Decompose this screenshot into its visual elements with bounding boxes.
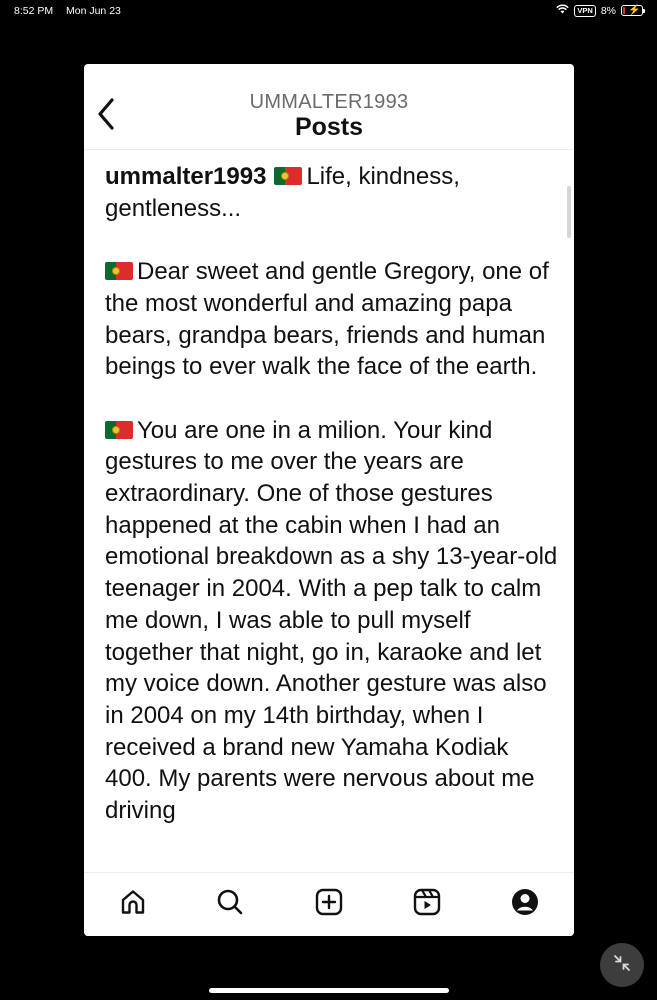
caption-paragraph-1: Dear sweet and gentle Gregory, one of the most wonderful and amazing papa bears, grandpa bears, friends and human beings to ever walk the face of the earth. [105, 258, 549, 381]
minimize-arrows-icon [611, 952, 633, 979]
nav-create[interactable] [312, 887, 346, 921]
search-icon [215, 887, 245, 922]
nav-search[interactable] [213, 887, 247, 921]
status-indicators [556, 4, 643, 17]
plus-square-icon [314, 887, 344, 922]
post-caption [105, 161, 560, 871]
nav-reels[interactable] [410, 887, 444, 921]
caption-paragraph-2: You are one in a milion. Your kind gestures to me over the years are extraordinary. One of those gestures happened at the cabin when I had an emotional breakdown as a shy 13-year-old teenager in 2004. With a pep talk to calm me down, I was able to pull myself together that night, go in, karaoke and let my voice down. Another gesture was also in 2004 on my 14th birthday, when I received a brand new Yamaha Kodiak 400. My parents were nervous about me driving [105, 416, 558, 825]
portugal-flag-icon [105, 421, 133, 439]
charging-bolt-icon: ⚡ [628, 5, 641, 16]
nav-profile[interactable] [508, 887, 542, 921]
header-username[interactable]: UMMALTER1993 [249, 91, 409, 113]
page-title: Posts [294, 113, 364, 141]
home-indicator[interactable] [209, 988, 449, 993]
vpn-badge: VPN [574, 5, 595, 17]
battery-icon [621, 5, 643, 16]
bottom-navigation [84, 872, 574, 936]
nav-home[interactable] [116, 887, 150, 921]
battery-level [623, 7, 625, 14]
post-modal [84, 64, 574, 936]
status-time: 8:52 PM [14, 5, 54, 17]
reels-icon [412, 887, 442, 922]
battery-percent: 8% [600, 4, 616, 17]
status-date: Mon Jun 23 [66, 5, 121, 17]
posts-header [84, 64, 574, 150]
wifi-icon [556, 4, 569, 17]
minimize-button[interactable] [600, 943, 644, 987]
status-bar [0, 0, 657, 24]
scrollbar[interactable] [567, 186, 571, 238]
post-author[interactable]: ummalter1993 [105, 163, 267, 190]
profile-icon [510, 887, 540, 922]
portugal-flag-icon [274, 167, 302, 185]
home-icon [118, 887, 148, 922]
portugal-flag-icon [105, 262, 133, 280]
caption-intro: Life, kindness, gentleness... [105, 163, 460, 222]
battery-tip [643, 9, 645, 13]
